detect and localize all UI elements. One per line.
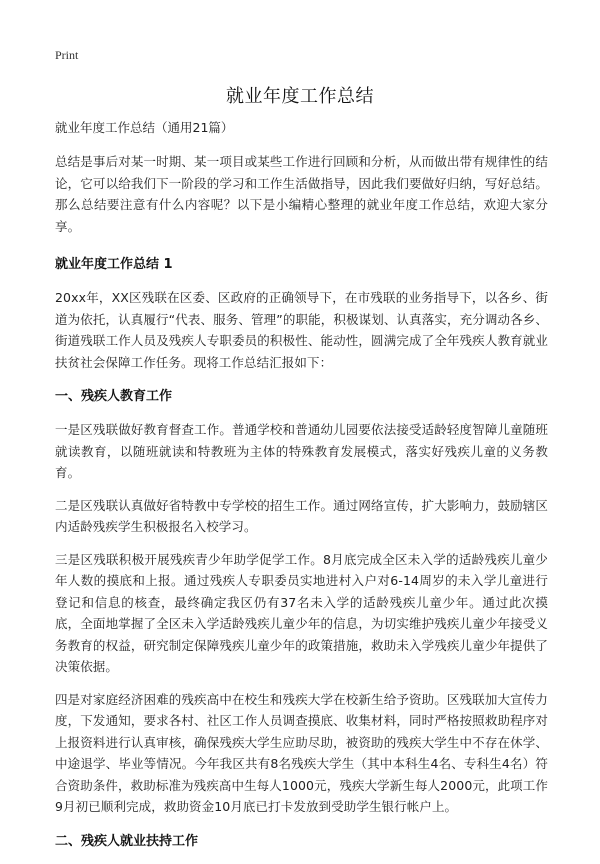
page-title: 就业年度工作总结 xyxy=(226,86,374,107)
section-paragraph: 二是区残联认真做好省特教中专学校的招生工作。通过网络宣传，扩大影响力，鼓励辖区内适龄残疾学生积极报名入校学习。 xyxy=(55,497,548,534)
article-heading: 就业年度工作总结 1 xyxy=(55,257,173,272)
print-link[interactable]: Print xyxy=(55,48,79,62)
document-subtitle: 就业年度工作总结（通用21篇） xyxy=(55,120,234,135)
document-body xyxy=(55,118,548,864)
section-heading-employment: 二、残疾人就业扶持工作 xyxy=(55,833,199,849)
opening-paragraph: 20xx年，XX区残联在区委、区政府的正确领导下，在市残联的业务指导下，以各乡、街道为依托，认真履行“代表、服务、管理”的职能，积极谋划、认真落实，充分调动各乡、街道残联工作人员及残疾人专职委员的积极性、能动性，圆满完成了全年残疾人教育就业扶贫社会保障工作任务。现将工作总结汇报如下： xyxy=(55,290,548,370)
section-paragraph: 三是区残联积极开展残疾青少年助学促学工作。8月底完成全区未入学的适龄残疾儿童少年人数的摸底和上报。通过残疾人专职委员实地进村入户对6-14周岁的未入学儿童进行登记和信息的核查，最终确定我区仍有37名未入学的适龄残疾儿童少年。通过此次摸底，全面地掌握了全区未入学适龄残疾儿童少年的信息，为切实维护残疾儿童少年接受义务教育的权益，研究制定保障残疾儿童少年的政策措施，救助未入学残疾儿童少年提供了决策依据。 xyxy=(55,551,548,674)
section-heading-education: 一、残疾人教育工作 xyxy=(55,389,173,404)
intro-paragraph: 总结是事后对某一时期、某一项目或某些工作进行回顾和分析，从而做出带有规律性的结论，它可以给我们下一阶段的学习和工作生活做指导，因此我们要做好归纳，写好总结。那么总结要注意有什么内容呢？以下是小编精心整理的就业年度工作总结，欢迎大家分享。 xyxy=(55,154,548,234)
section-paragraph: 四是对家庭经济困难的残疾高中在校生和残疾大学在校新生给予资助。区残联加大宣传力度，下发通知，要求各村、社区工作人员调查摸底、收集材料，同时严格按照救助程序对上报资料进行认真审核，确保残疾大学生应助尽助，被资助的残疾大学生中不存在休学、中途退学、毕业等情况。今年我区共有8名残疾大学生（其中本科生4名、专科生4名）符合资助条件，救助标准为残疾高中生每人1000元，残疾大学新生每人2000元，此项工作9月初已顺利完成，救助资金10月底已打卡发放到受助学生银行帐户上。 xyxy=(55,691,548,814)
section-paragraph: 一是区残联做好教育督查工作。普通学校和普通幼儿园要依法接受适龄轻度智障儿童随班就读教育，以随班就读和特教班为主体的特殊教育发展模式，落实好残疾儿童的义务教育。 xyxy=(55,422,548,480)
